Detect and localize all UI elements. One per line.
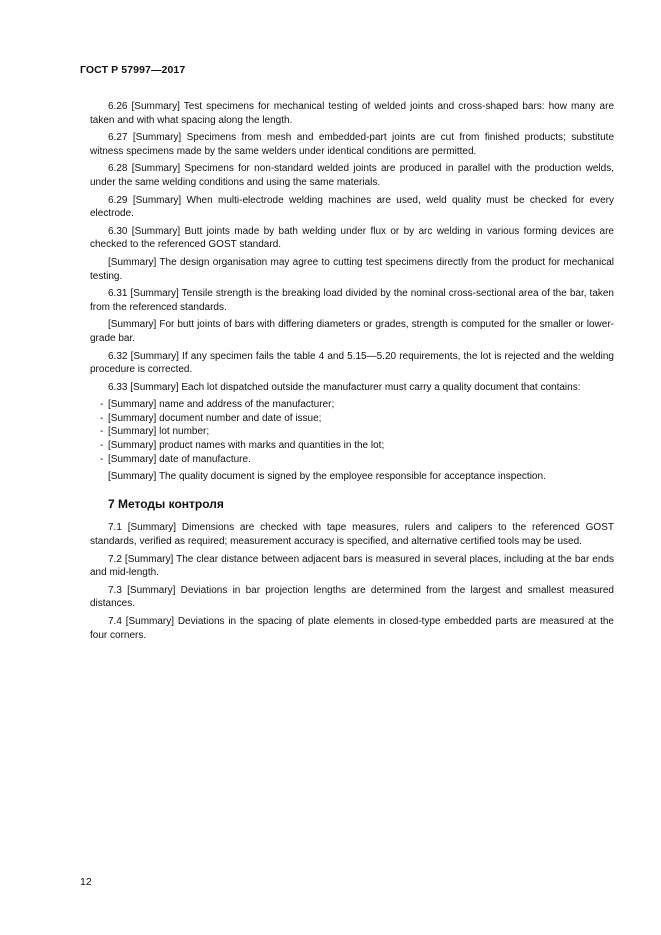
paragraph-6-32: 6.32 [Summary] If any specimen fails the table 4 and 5.15—5.20 requirements, the lot is rejected and the welding procedure is corrected. — [90, 350, 614, 376]
paragraph-6-26: 6.26 [Summary] Test specimens for mechanical testing of welded joints and cross-shaped bars: how many are taken and with what spacing along the length. — [90, 101, 614, 126]
closing-paragraph: [Summary] The quality document is signed by the employee responsible for acceptance inspection. — [108, 471, 546, 483]
paragraph-6-30-note: [Summary] The design organisation may agree to cutting test specimens directly from the product for mechanical testing. — [90, 256, 614, 282]
document-header: ГОСТ Р 57997—2017 — [80, 64, 186, 76]
list-item: - [Summary] document number and date of issue; — [90, 412, 614, 426]
list-item: - [Summary] lot number; — [90, 425, 614, 439]
paragraph-7-3: 7.3 [Summary] Deviations in bar projection lengths are determined from the largest and smallest measured distances. — [90, 584, 614, 610]
paragraph-6-31: 6.31 [Summary] Tensile strength is the breaking load divided by the nominal cross-sectional area of the bar, taken from the referenced standards. — [90, 288, 614, 313]
page-number: 12 — [80, 876, 92, 888]
section-title: 7 Методы контроля — [108, 496, 224, 511]
list-item: - [Summary] date of manufacture. — [90, 453, 614, 467]
paragraph-6-31-note: [Summary] For butt joints of bars with differing diameters or grades, strength is computed for the smaller or lower-grade bar. — [90, 319, 614, 344]
document-body — [90, 100, 614, 646]
quality-document-list — [90, 398, 614, 466]
list-item: - [Summary] name and address of the manufacturer; — [90, 398, 614, 412]
list-item: - [Summary] product names with marks and quantities in the lot; — [90, 439, 614, 453]
paragraph-6-29: 6.29 [Summary] When multi-electrode welding machines are used, weld quality must be checked for every electrode. — [90, 194, 614, 220]
paragraph-6-33: 6.33 [Summary] Each lot dispatched outside the manufacturer must carry a quality document that contains: — [108, 381, 581, 393]
paragraph-7-4: 7.4 [Summary] Deviations in the spacing of plate elements in closed-type embedded parts are measured at the four corners. — [90, 616, 614, 641]
paragraph-7-2: 7.2 [Summary] The clear distance between adjacent bars is measured in several places, including at the bar ends and mid-length. — [90, 553, 614, 579]
paragraph-6-28: 6.28 [Summary] Specimens for non-standard welded joints are produced in parallel with the production welds, under the same welding conditions and using the same materials. — [90, 163, 614, 188]
paragraph-6-30: 6.30 [Summary] Butt joints made by bath welding under flux or by arc welding in various forming devices are checked to the referenced GOST standard. — [90, 225, 614, 251]
paragraph-6-27: 6.27 [Summary] Specimens from mesh and embedded-part joints are cut from finished products; substitute witness specimens made by the same welders under identical conditions are permitted. — [90, 132, 614, 157]
paragraph-7-1: 7.1 [Summary] Dimensions are checked with tape measures, rulers and calipers to the referenced GOST standards, verified as required; measurement accuracy is specified, and alternative certified tools may be used. — [90, 522, 614, 548]
